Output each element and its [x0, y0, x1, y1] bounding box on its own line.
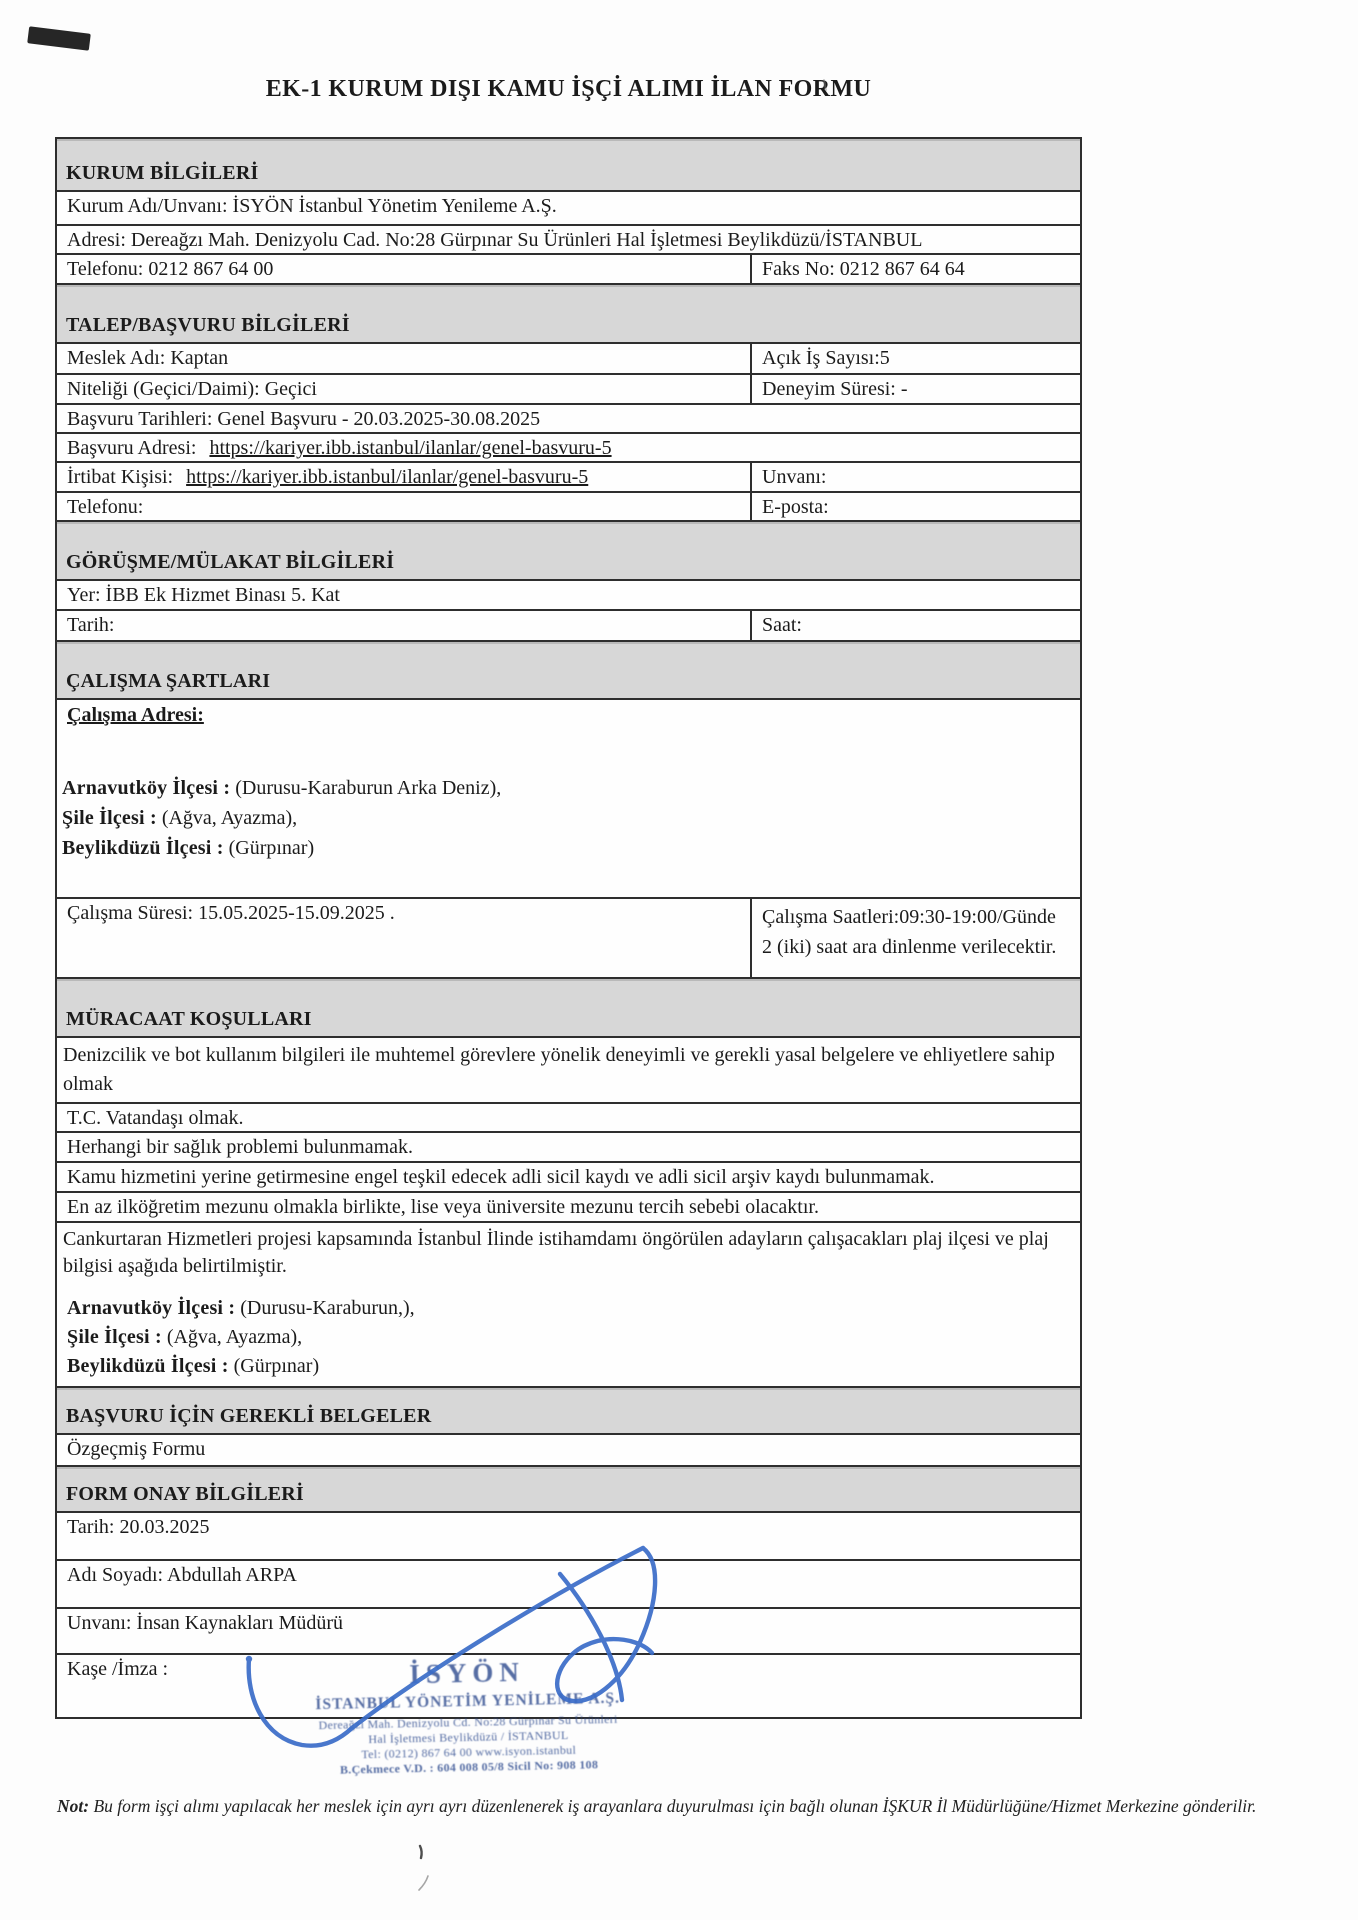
unvani-empty-text: Unvanı: — [762, 466, 827, 488]
row-kase-imza — [57, 1655, 1080, 1717]
kosul-text: En az ilköğretim mezunu olmakla birlikte, lise veya üniversite mezunu tercih sebebi olacaktır. — [67, 1196, 819, 1218]
ilce-detail: (Gürpınar) — [228, 1355, 320, 1377]
row-kosul-vatandas — [57, 1104, 1080, 1133]
deneyim-text: Deneyim Süresi: - — [762, 378, 908, 400]
ilce-name: Arnavutköy İlçesi : — [67, 1297, 236, 1319]
meslek-text: Meslek Adı: Kaptan — [57, 344, 752, 373]
row-meslek — [57, 344, 1080, 375]
section-header-kurum: KURUM BİLGİLERİ — [57, 139, 1080, 192]
cell-calisma-adresi — [57, 700, 1080, 899]
calisma-suresi-text: Çalışma Süresi: 15.05.2025-15.09.2025 . — [57, 899, 752, 977]
ilce-name: Şile İlçesi : — [62, 807, 157, 829]
kosul-text: T.C. Vatandaşı olmak. — [67, 1107, 244, 1129]
stamp-tax-registry: B.Çekmece V.D. : 604 008 05/8 Sicil No: 908 108 — [339, 1756, 599, 1777]
section-header-talep: TALEP/BAŞVURU BİLGİLERİ — [57, 285, 1080, 344]
stamp-address-1: Dereağzı Mah. Denizyolu Cd. No:28 Gürpınar Su Ürünleri — [318, 1711, 618, 1732]
kurum-adi-text: Kurum Adı/Unvanı: İSYÖN İstanbul Yönetim Yenileme A.Ş. — [67, 195, 557, 217]
irtibat-url: https://kariyer.ibb.istanbul/ilanlar/genel-basvuru-5 — [186, 466, 589, 488]
ilce-detail: (Ağva, Ayazma), — [161, 1326, 303, 1348]
row-onay-adsoyad — [57, 1561, 1080, 1609]
row-adresi — [57, 226, 1080, 255]
row-ozgecmis — [57, 1435, 1080, 1467]
ilce-name: Beylikdüzü İlçesi : — [67, 1355, 229, 1377]
row-kosul-sicil — [57, 1163, 1080, 1193]
yer-text: Yer: İBB Ek Hizmet Binası 5. Kat — [67, 584, 340, 606]
stamp-address-2: Hal İşletmesi Beylikdüzü / İSTANBUL — [368, 1727, 569, 1746]
calisma-ilce-arnavutkoy — [57, 773, 1080, 803]
belge-text: Özgeçmiş Formu — [67, 1438, 206, 1460]
section-header-muracaat: MÜRACAAT KOŞULLARI — [57, 979, 1080, 1038]
section-header-onay: FORM ONAY BİLGİLERİ — [57, 1467, 1080, 1513]
calisma-adresi-heading: Çalışma Adresi: — [67, 704, 204, 726]
telefonu-text: Telefonu: 0212 867 64 00 — [57, 255, 752, 283]
row-onay-unvan — [57, 1609, 1080, 1655]
calisma-saatleri-text: Çalışma Saatleri:09:30-19:00/Günde 2 (iki) saat ara dinlenme verilecektir. — [762, 906, 1057, 958]
row-telefon-eposta — [57, 493, 1080, 522]
form-title: EK-1 KURUM DIŞI KAMU İŞÇİ ALIMI İLAN FORMU — [265, 76, 872, 102]
calisma-ilce-sile — [57, 803, 1080, 833]
ilce-name: Şile İlçesi : — [67, 1326, 162, 1348]
footer-note-prefix: Not: — [57, 1796, 90, 1816]
cell-cankurtaran — [57, 1223, 1080, 1388]
onay-unvan-text: Unvanı: İnsan Kaynakları Müdürü — [67, 1612, 344, 1634]
kosul-text: Denizcilik ve bot kullanım bilgileri ile muhtemel görevlere yönelik deneyimli ve gerekli yasal belgelere ve ehliyetlere sahip olmak — [63, 1044, 1055, 1095]
irtibat-label: İrtibat Kişisi: — [67, 466, 174, 488]
acik-is-text: Açık İş Sayısı:5 — [762, 347, 890, 369]
cankurtaran-paragraf: Cankurtaran Hizmetleri projesi kapsamında İstanbul İlinde istihamdamı öngörülen adayların çalışacakları plaj ilçesi ve plaj bilgisi aşağıda belirtilmiştir. — [63, 1228, 1049, 1277]
row-basvuru-adresi — [57, 434, 1080, 463]
telefonu-empty-text: Telefonu: — [57, 493, 752, 520]
row-irtibat — [57, 463, 1080, 493]
ilce-name: Beylikdüzü İlçesi : — [62, 837, 224, 859]
scan-corner-artifact — [27, 26, 91, 50]
section-header-belgeler: BAŞVURU İÇİN GEREKLİ BELGELER — [57, 1388, 1080, 1435]
calisma-ilce-beylikduzu — [57, 833, 1080, 863]
basvuru-adresi-line — [57, 434, 1080, 461]
stamp-company-short: İSYÖN — [409, 1656, 526, 1690]
faks-text: Faks No: 0212 867 64 64 — [762, 258, 965, 280]
row-tarih-saat — [57, 611, 1080, 642]
row-niteligi — [57, 375, 1080, 405]
row-onay-tarih — [57, 1513, 1080, 1561]
basvuru-adresi-label: Başvuru Adresi: — [67, 437, 197, 459]
footer-note-text: Bu form işçi alımı yapılacak her meslek için ayrı ayrı düzenlenerek iş arayanlara duyurulması için bağlı olunan İŞKUR İl Müdürlüğüne/Hizmet Merkezine gönderilir. — [89, 1796, 1257, 1816]
row-calisma-suresi — [57, 899, 1080, 979]
kase-imza-text: Kaşe /İmza : — [67, 1658, 169, 1680]
plaj-ilce-arnavutkoy — [57, 1294, 1080, 1323]
ilce-name: Arnavutköy İlçesi : — [62, 777, 231, 799]
adresi-text: Adresi: Dereağzı Mah. Denizyolu Cad. No:28 Gürpınar Su Ürünleri Hal İşletmesi Beylikdüzü/İSTANBUL — [67, 229, 923, 251]
section-header-calisma: ÇALIŞMA ŞARTLARI — [57, 642, 1080, 700]
tarih-empty-text: Tarih: — [57, 611, 752, 640]
ilce-detail: (Durusu-Karaburun,), — [235, 1297, 415, 1319]
kosul-text: Herhangi bir sağlık problemi bulunmamak. — [67, 1136, 414, 1158]
footer-note — [57, 1792, 1309, 1821]
row-kosul-denizcilik — [57, 1038, 1080, 1104]
kosul-text: Kamu hizmetini yerine getirmesine engel teşkil edecek adli sicil kaydı ve adli sicil arşiv kaydı bulunmamak. — [67, 1166, 935, 1188]
stamp-phone-web: Tel: (0212) 867 64 00 www.isyon.istanbul — [361, 1742, 577, 1761]
row-kosul-egitim — [57, 1193, 1080, 1223]
ilce-detail: (Gürpınar) — [223, 837, 315, 859]
row-basvuru-tarihleri — [57, 405, 1080, 434]
basvuru-tarihleri-text: Başvuru Tarihleri: Genel Başvuru - 20.03.2025-30.08.2025 — [67, 408, 541, 430]
plaj-ilce-sile — [57, 1323, 1080, 1352]
saat-empty-text: Saat: — [762, 614, 802, 636]
row-kurum-adi — [57, 192, 1080, 226]
onay-tarih-text: Tarih: 20.03.2025 — [67, 1516, 210, 1538]
row-telefon-faks — [57, 255, 1080, 285]
ilce-detail: (Ağva, Ayazma), — [156, 807, 298, 829]
basvuru-adresi-url: https://kariyer.ibb.istanbul/ilanlar/genel-basvuru-5 — [209, 437, 612, 459]
form-table — [55, 137, 1082, 1719]
plaj-ilce-beylikduzu — [57, 1352, 1080, 1381]
row-kosul-saglik — [57, 1133, 1080, 1163]
eposta-empty-text: E-posta: — [762, 496, 829, 518]
stamp-company-full: İSTANBUL YÖNETİM YENİLEME A.Ş. — [315, 1689, 621, 1714]
onay-adsoyad-text: Adı Soyadı: Abdullah ARPA — [67, 1564, 297, 1586]
irtibat-line — [57, 463, 752, 491]
row-yer — [57, 581, 1080, 611]
niteligi-text: Niteliği (Geçici/Daimi): Geçici — [57, 375, 752, 403]
ilce-detail: (Durusu-Karaburun Arka Deniz), — [230, 777, 502, 799]
section-header-gorusme: GÖRÜŞME/MÜLAKAT BİLGİLERİ — [57, 522, 1080, 581]
